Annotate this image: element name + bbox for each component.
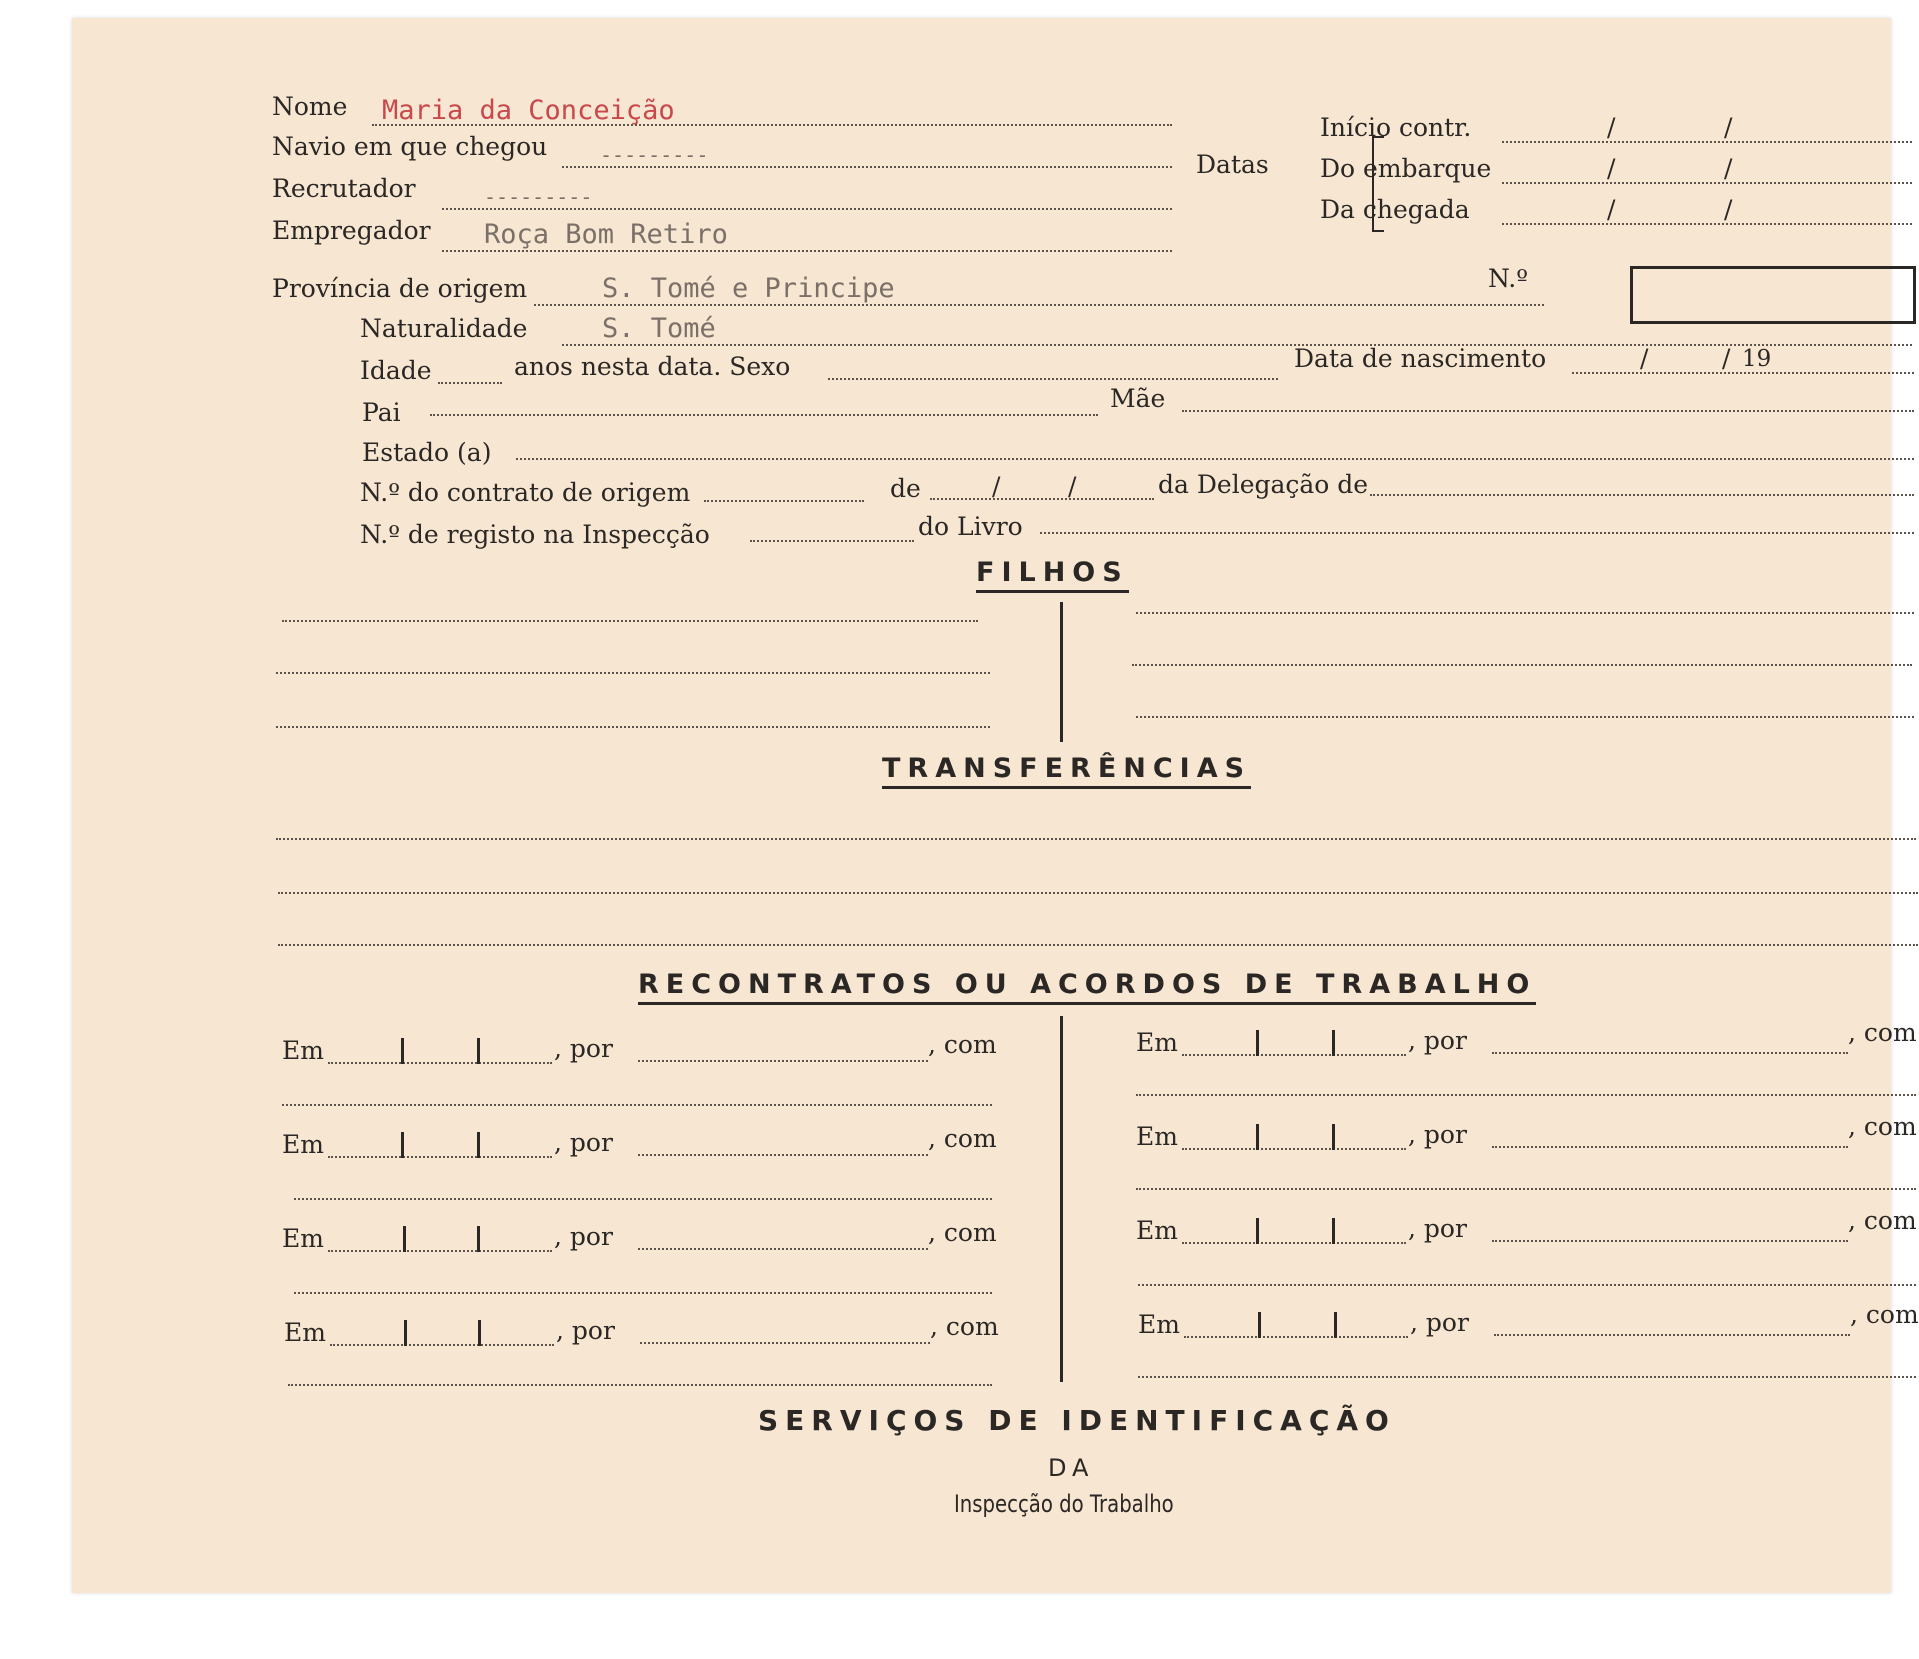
date-line: [1182, 1148, 1406, 1150]
date-line: [1184, 1336, 1408, 1338]
por-line: [1494, 1334, 1850, 1336]
slash: /: [1640, 344, 1649, 373]
line-contrato: [704, 500, 864, 502]
label-anos-sexo: anos nesta data. Sexo: [514, 352, 791, 381]
line-idade: [438, 382, 502, 384]
label-por: , por: [554, 1034, 613, 1063]
label-em: Em: [282, 1224, 324, 1253]
por-line: [1492, 1240, 1848, 1242]
label-navio: Navio em que chegou: [272, 132, 548, 161]
label-mae: Mãe: [1110, 384, 1166, 413]
transferencias-line: [278, 892, 1918, 894]
value-empregador: Roça Bom Retiro: [484, 219, 728, 250]
label-com: , com: [928, 1218, 997, 1247]
com-line: [1136, 1188, 1916, 1190]
slash: /: [1607, 113, 1616, 142]
date-separator: [404, 1320, 407, 1346]
filhos-line: [276, 726, 990, 728]
line-registo: [750, 540, 914, 542]
label-estado: Estado (a): [362, 438, 492, 467]
date-line: [328, 1156, 552, 1158]
label-por: , por: [1408, 1026, 1467, 1055]
transferencias-line: [276, 838, 1916, 840]
label-com: , com: [1848, 1018, 1917, 1047]
label-nascimento: Data de nascimento: [1294, 344, 1547, 373]
date-line: [328, 1062, 552, 1064]
line-provincia: [534, 304, 1544, 306]
line-inicio: [1502, 141, 1912, 143]
line-contrato-data: [930, 498, 1154, 500]
slash: /: [992, 472, 1001, 501]
label-em: Em: [1136, 1028, 1178, 1057]
label-de: de: [890, 474, 921, 503]
date-separator: [401, 1038, 404, 1064]
label-com: , com: [1850, 1300, 1919, 1329]
com-line: [1138, 1376, 1916, 1378]
line-navio: [562, 166, 1172, 168]
footer-da: DA: [1048, 1454, 1095, 1482]
line-sexo: [828, 378, 1278, 380]
filhos-line: [1136, 612, 1914, 614]
section-transferencias-title: TRANSFERÊNCIAS: [882, 754, 1251, 789]
line-chegada: [1502, 223, 1912, 225]
identification-card: [72, 18, 1919, 1593]
label-delegacao: da Delegação de: [1158, 470, 1369, 499]
line-mae: [1182, 410, 1914, 412]
date-separator: [477, 1038, 480, 1064]
date-line: [1182, 1054, 1406, 1056]
label-nome: Nome: [272, 92, 348, 121]
label-livro: do Livro: [918, 512, 1023, 541]
slash: /: [1724, 154, 1733, 183]
date-separator: [401, 1132, 404, 1158]
com-line: [282, 1104, 992, 1106]
filhos-line: [282, 620, 978, 622]
date-separator: [477, 1132, 480, 1158]
com-line: [1138, 1284, 1916, 1286]
label-naturalidade: Naturalidade: [360, 314, 528, 343]
label-chegada: Da chegada: [1320, 195, 1470, 224]
com-line: [1136, 1094, 1916, 1096]
com-line: [288, 1384, 992, 1386]
label-com: , com: [1848, 1112, 1917, 1141]
filhos-line: [1132, 664, 1912, 666]
date-separator: [1258, 1312, 1261, 1338]
label-por: , por: [554, 1222, 613, 1251]
por-line: [1492, 1146, 1848, 1148]
recontratos-divider: [1060, 1016, 1063, 1382]
line-embarque: [1502, 182, 1912, 184]
slash: /: [1722, 344, 1731, 373]
label-por: , por: [1410, 1308, 1469, 1337]
por-line: [1492, 1052, 1848, 1054]
line-empregador: [442, 250, 1172, 252]
com-line: [294, 1292, 992, 1294]
label-por: , por: [1408, 1214, 1467, 1243]
label-com: , com: [928, 1030, 997, 1059]
label-por: , por: [1408, 1120, 1467, 1149]
label-recrutador: Recrutador: [272, 174, 416, 203]
label-registo: N.º de registo na Inspecção: [360, 520, 710, 549]
label-por: , por: [554, 1128, 613, 1157]
label-contrato: N.º do contrato de origem: [360, 478, 691, 507]
date-separator: [1256, 1218, 1259, 1244]
line-delegacao: [1370, 494, 1914, 496]
section-recontratos-title: RECONTRATOS OU ACORDOS DE TRABALHO: [638, 970, 1536, 1005]
label-provincia: Província de origem: [272, 274, 528, 303]
label-com: , com: [928, 1124, 997, 1153]
section-filhos-title: FILHOS: [976, 558, 1129, 593]
label-empregador: Empregador: [272, 216, 431, 245]
slash: /: [1607, 154, 1616, 183]
value-navio: ---------: [600, 143, 709, 167]
slash: /: [1724, 195, 1733, 224]
line-livro: [1040, 532, 1914, 534]
slash: /: [1607, 195, 1616, 224]
label-ano-19: 19: [1742, 346, 1772, 372]
label-em: Em: [1138, 1310, 1180, 1339]
label-em: Em: [1136, 1216, 1178, 1245]
date-separator: [403, 1226, 406, 1252]
filhos-line: [276, 672, 990, 674]
date-separator: [1256, 1030, 1259, 1056]
label-em: Em: [1136, 1122, 1178, 1151]
label-em: Em: [284, 1318, 326, 1347]
date-separator: [1256, 1124, 1259, 1150]
label-em: Em: [282, 1130, 324, 1159]
label-embarque: Do embarque: [1320, 154, 1492, 183]
label-com: , com: [1848, 1206, 1917, 1235]
slash: /: [1724, 113, 1733, 142]
label-por: , por: [556, 1316, 615, 1345]
date-separator: [1332, 1030, 1335, 1056]
date-separator: [1332, 1218, 1335, 1244]
footer-inspection: Inspecção do Trabalho: [954, 1490, 1174, 1518]
filhos-divider: [1060, 602, 1063, 742]
date-separator: [1334, 1312, 1337, 1338]
por-line: [638, 1248, 928, 1250]
transferencias-line: [278, 944, 1918, 946]
value-nome: Maria da Conceição: [382, 95, 675, 126]
date-line: [328, 1250, 552, 1252]
label-idade: Idade: [360, 356, 432, 385]
filhos-line: [1136, 716, 1914, 718]
date-separator: [478, 1320, 481, 1346]
por-line: [638, 1060, 928, 1062]
date-separator: [477, 1226, 480, 1252]
line-estado: [516, 458, 1914, 460]
label-inicio: Início contr.: [1320, 113, 1472, 142]
label-numero: N.º: [1488, 264, 1528, 293]
line-naturalidade: [562, 344, 1912, 346]
value-provincia: S. Tomé e Principe: [602, 273, 895, 304]
label-em: Em: [282, 1036, 324, 1065]
slash: /: [1068, 472, 1077, 501]
por-line: [638, 1154, 928, 1156]
value-recrutador: ---------: [484, 185, 593, 209]
line-pai: [430, 414, 1098, 416]
label-pai: Pai: [362, 398, 401, 427]
line-nome: [372, 124, 1172, 126]
por-line: [640, 1342, 930, 1344]
com-line: [294, 1198, 992, 1200]
label-com: , com: [930, 1312, 999, 1341]
date-separator: [1332, 1124, 1335, 1150]
numero-box: [1630, 266, 1916, 324]
date-line: [1182, 1242, 1406, 1244]
footer-services-title: SERVIÇOS DE IDENTIFICAÇÃO: [758, 1404, 1396, 1437]
line-recrutador: [442, 208, 1172, 210]
date-line: [330, 1344, 554, 1346]
label-datas: Datas: [1196, 150, 1269, 179]
value-naturalidade: S. Tomé: [602, 313, 716, 344]
